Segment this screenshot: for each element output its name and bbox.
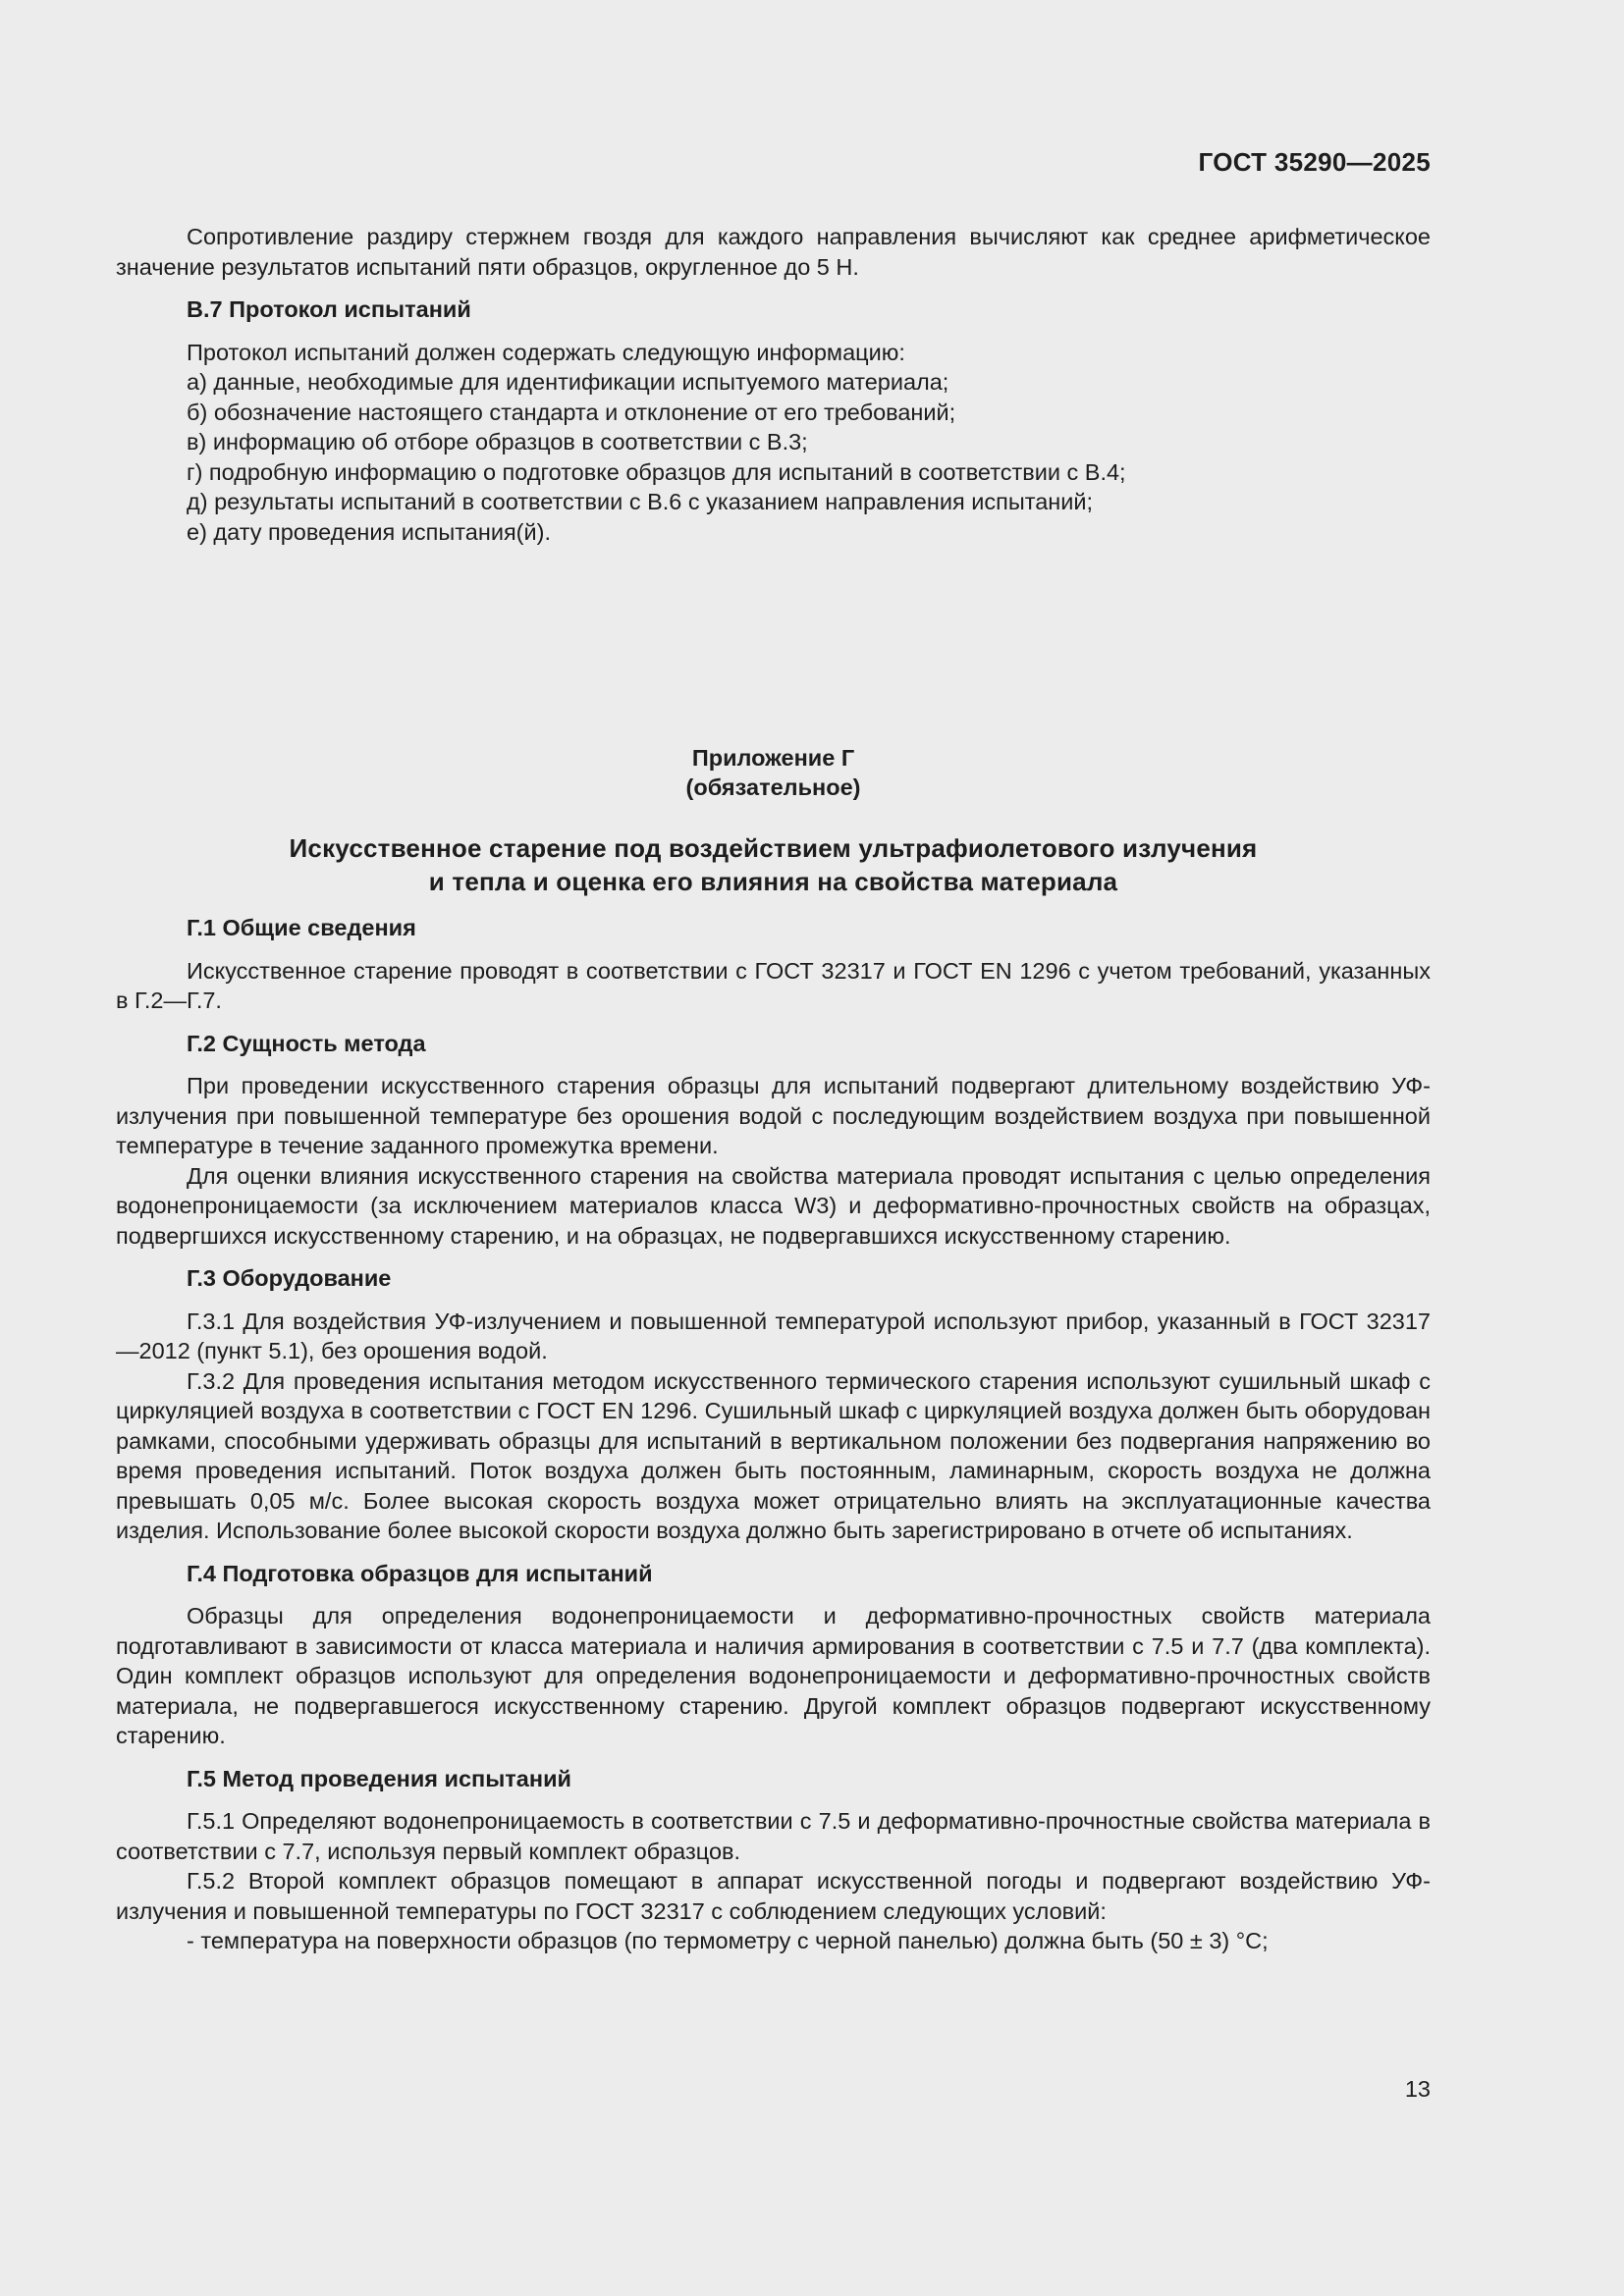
section-heading-g2: Г.2 Сущность метода	[187, 1030, 426, 1056]
paragraph-b7-intro: Протокол испытаний должен содержать следующую информацию:	[187, 339, 905, 365]
list-item-b7-a: а) данные, необходимые для идентификации испытуемого материала;	[187, 369, 949, 395]
annex-label: Приложение Г	[691, 745, 855, 771]
list-item-b7-f: е) дату проведения испытания(й).	[187, 518, 551, 545]
section-heading-g3: Г.3 Оборудование	[187, 1265, 392, 1291]
section-heading-b7: В.7 Протокол испытаний	[187, 296, 471, 322]
section-heading-g1: Г.1 Общие сведения	[187, 915, 416, 940]
annex-title-line-2: и тепла и оценка его влияния на свойства материала	[428, 867, 1118, 896]
page-number: 13	[1404, 2076, 1431, 2102]
paragraph-g3-2: Г.3.2 Для проведения испытания методом искусственного термического старения используют сушильный шкаф с циркуляцией воздуха в соответствии с ГОСТ EN 1296. Сушильный шкаф с циркуляцией воздуха должен быть оборудован рамками, способными удерживать образцы для испытаний в вертикальном положении без подвергания напряжению во время проведения испытаний. Поток воздуха должен быть постоянным, ламинарным, скорость воздуха не должна превышать 0,05 м/с. Более высокая скорость воздуха может отрицательно влиять на эксплуатационные качества изделия. Использование более высокой скорости воздуха должно быть зарегистрировано в отчете об испытаниях.	[116, 1367, 1431, 1543]
list-item-b7-d: г) подробную информацию о подготовке образцов для испытаний в соответствии с В.4;	[187, 458, 1126, 485]
list-item-b7-c: в) информацию об отборе образцов в соответствии с В.3;	[187, 429, 808, 454]
page-content	[116, 222, 1431, 1956]
paragraph-g3-1: Г.3.1 Для воздействия УФ-излучением и повышенной температурой используют прибор, указанный в ГОСТ 32317—2012 (пункт 5.1), без орошения водой.	[116, 1308, 1431, 1363]
paragraph-g5-2: Г.5.2 Второй комплект образцов помещают в аппарат искусственной погоды и подвергают воздействию УФ-излучения и повышенной температуры по ГОСТ 32317 с соблюдением следующих условий:	[116, 1868, 1431, 1924]
paragraph-tear-resistance: Сопротивление раздиру стержнем гвоздя для каждого направления вычисляют как среднее арифметическое значение результатов испытаний пяти образцов, округленное до 5 Н.	[116, 224, 1431, 280]
annex-title-line-1: Искусственное старение под воздействием ультрафиолетового излучения	[289, 833, 1258, 863]
paragraph-g5-1: Г.5.1 Определяют водонепроницаемость в соответствии с 7.5 и деформативно-прочностные свойства материала в соответствии с 7.7, используя первый комплект образцов.	[116, 1808, 1431, 1864]
annex-status: (обязательное)	[685, 774, 861, 800]
paragraph-g2-1: При проведении искусственного старения образцы для испытаний подвергают длительному воздействию УФ-излучения при повышенной температуре без орошения водой с последующим воздействием воздуха при повышенной температуре в течение заданного промежутка времени.	[116, 1073, 1431, 1158]
list-item-b7-e: д) результаты испытаний в соответствии с В.6 с указанием направления испытаний;	[187, 489, 1094, 514]
section-heading-g5: Г.5 Метод проведения испытаний	[187, 1765, 571, 1791]
list-item-b7-b: б) обозначение настоящего стандарта и отклонение от его требований;	[187, 399, 956, 425]
paragraph-g1: Искусственное старение проводят в соответствии с ГОСТ 32317 и ГОСТ EN 1296 с учетом требований, указанных в Г.2—Г.7.	[116, 957, 1431, 1013]
document-code: ГОСТ 35290—2025	[1198, 147, 1431, 177]
section-heading-g4: Г.4 Подготовка образцов для испытаний	[187, 1560, 653, 1586]
list-item-g5-temperature: - температура на поверхности образцов (по термометру с черной панелью) должна быть (50 ± 3) °С;	[187, 1928, 1269, 1953]
paragraph-g2-2: Для оценки влияния искусственного старения на свойства материала проводят испытания с целью определения водонепроницаемости (за исключением материалов класса W3) и деформативно-прочностных свойств на образцах, подвергшихся искусственному старению, и на образцах, не подвергавшихся искусственному старению.	[116, 1162, 1431, 1249]
paragraph-g4: Образцы для определения водонепроницаемости и деформативно-прочностных свойств материала подготавливают в зависимости от класса материала и наличия армирования в соответствии с 7.5 и 7.7 (два комплекта). Один комплект образцов используют для определения водонепроницаемости и деформативно-прочностных свойств материала, не подвергавшегося искусственному старению. Другой комплект образцов подвергают искусственному старению.	[116, 1603, 1431, 1748]
